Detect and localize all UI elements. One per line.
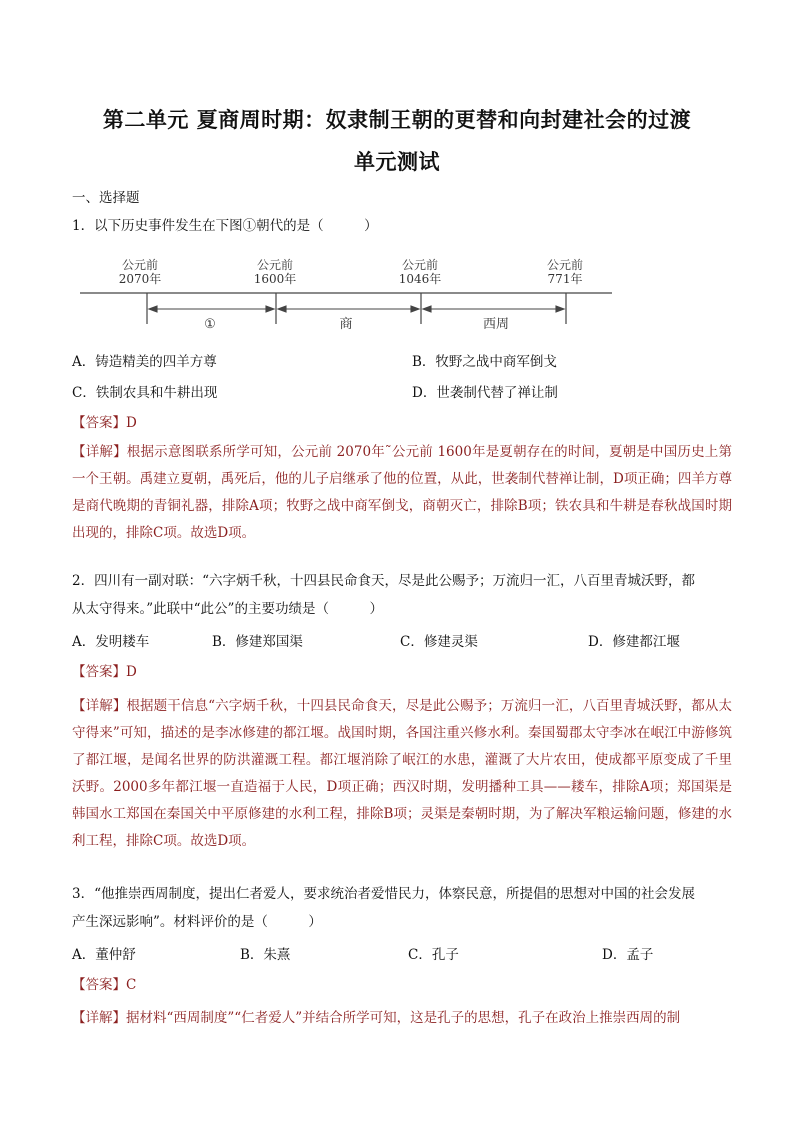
q1-option-b: B．牧野之战中商军倒戈 <box>412 354 557 370</box>
answer-tag: 【答案】 <box>72 664 126 680</box>
q3-option-a: A．董仲舒 <box>72 947 136 963</box>
q2-option-b: B．修建郑国渠 <box>212 634 303 650</box>
timeline-label-top: 公元前 <box>256 258 294 272</box>
detail-tag: 【详解】 <box>72 444 127 460</box>
q2-answer <box>72 662 137 682</box>
q2-option-a: A．发明耧车 <box>72 634 150 650</box>
answer-value: D <box>126 664 137 680</box>
q3-option-d: D．孟子 <box>602 947 654 963</box>
timeline-segment-arrow <box>149 306 564 312</box>
timeline-segment-label: ① <box>204 317 216 332</box>
q2-option-c: C．修建灵渠 <box>400 634 478 650</box>
q1-answer <box>72 413 137 433</box>
q3-answer <box>72 975 136 995</box>
timeline-segment-label: 商 <box>339 317 353 332</box>
q3-option-b: B．朱熹 <box>240 947 291 963</box>
q3-option-c: C．孔子 <box>408 947 459 963</box>
q1-stem: 1．以下历史事件发生在下图①朝代的是（ ） <box>72 218 378 234</box>
q3-explanation <box>72 1005 732 1032</box>
timeline-label-bottom: 2070年 <box>118 272 162 286</box>
detail-text: 根据题干信息“六字炳千秋，十四县民命食天，尽是此公赐予；万流归一汇，八百里青城沃野，都从太守得来”可知，描述的是李冰修建的都江堰。战国时期，各国注重兴修水利。秦国蜀郡太守李冰在岷江中游修筑了都江堰，是闻名世界的防洪灌溉工程。都江堰消除了岷江的水患，灌溉了大片农田，使成都平原变成了千里沃野。2000多年都江堰一直造福于人民，D项正确；西汉时期，发明播种工具——耧车，排除A项；郑国渠是韩国水工郑国在秦国关中平原修建的水利工程，排除B项；灵渠是秦朝时期，为了解决军粮运输问题，修建的水利工程，排除C项。故选D项。 <box>72 698 733 849</box>
timeline-label-bottom: 1600年 <box>253 272 297 286</box>
q2-explanation <box>72 693 732 855</box>
q1-option-a: A．铸造精美的四羊方尊 <box>72 354 217 370</box>
detail-text: 根据示意图联系所学可知，公元前 2070年˜公元前 1600年是夏朝存在的时间，夏朝是中国历史上第一个王朝。禹建立夏朝，禹死后，他的儿子启继承了他的位置，从此，世袭制代替禅让制，D项正确；四羊方尊是商代晚期的青铜礼器，排除A项；牧野之战中商军倒戈，商朝灭亡，排除B项；铁农具和牛耕是春秋战国时期出现的，排除C项。故选D项。 <box>72 444 733 541</box>
answer-value: C <box>126 977 137 993</box>
timeline-label-bottom: 1046年 <box>398 272 442 286</box>
q2-option-d: D．修建都江堰 <box>588 634 680 650</box>
timeline-label-top: 公元前 <box>121 258 159 272</box>
detail-tag: 【详解】 <box>72 698 127 714</box>
answer-tag: 【答案】 <box>72 977 126 993</box>
q3-stem-line2: 产生深远影响”。材料评价的是（ ） <box>72 914 322 930</box>
timeline-label-top: 公元前 <box>546 258 584 272</box>
unit-title: 第二单元 夏商周时期：奴隶制王朝的更替和向封建社会的过渡 <box>102 108 692 132</box>
q1-option-d: D．世袭制代替了禅让制 <box>412 385 558 401</box>
timeline-segment-label: 西周 <box>482 317 510 332</box>
detail-tag: 【详解】 <box>72 1010 126 1026</box>
answer-value: D <box>126 415 137 431</box>
section-heading: 一、选择题 <box>72 190 140 206</box>
timeline-label-top: 公元前 <box>401 258 439 272</box>
q1-timeline <box>80 252 620 344</box>
q1-option-c: C．铁制农具和牛耕出现 <box>72 385 218 401</box>
unit-subtitle: 单元测试 <box>354 150 440 174</box>
q2-stem-line1: 2．四川有一副对联：“六字炳千秋，十四县民命食天，尽是此公赐予；万流归一汇，八百里青城沃野，都 <box>72 573 695 589</box>
q1-explanation <box>72 439 732 547</box>
timeline-label-bottom: 771年 <box>547 272 583 286</box>
q2-stem-line2: 从太守得来。”此联中“此公”的主要功绩是（ ） <box>72 601 383 617</box>
answer-tag: 【答案】 <box>72 415 126 431</box>
detail-text: 据材料“西周制度”“仁者爱人”并结合所学可知，这是孔子的思想，孔子在政治上推崇西周的制 <box>126 1010 681 1026</box>
q3-stem-line1: 3．“他推崇西周制度，提出仁者爱人，要求统治者爱惜民力，体察民意，所提倡的思想对中国的社会发展 <box>72 886 695 902</box>
